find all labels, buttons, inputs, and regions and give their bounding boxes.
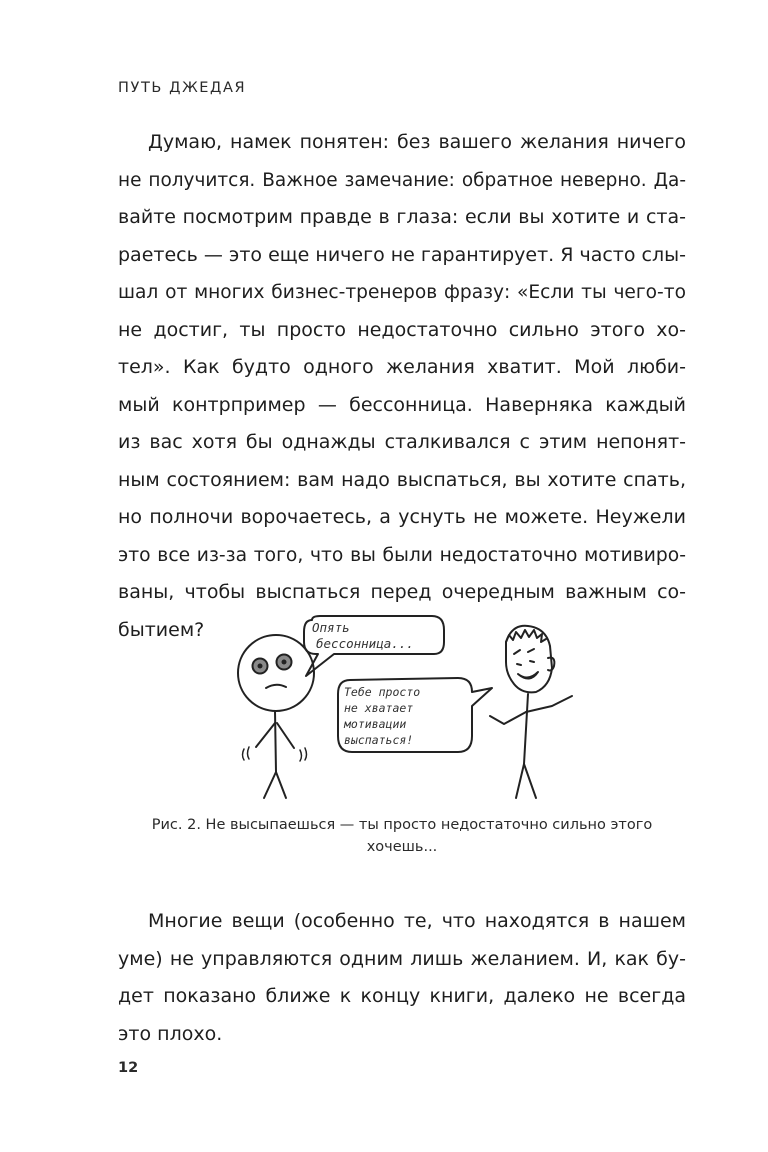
text-line: не получится. Важное замечание: обратное неверно. Да- bbox=[118, 169, 686, 191]
text-line: уме) не управляются одним лишь желанием. И, как бу- bbox=[118, 947, 686, 970]
figure-caption bbox=[118, 814, 686, 858]
bubble-right-line: выспаться! bbox=[344, 733, 414, 747]
text-line: ным состоянием: вам надо выспаться, вы хотите спать, bbox=[118, 468, 686, 491]
bubble-left-line: бессонница... bbox=[316, 636, 414, 651]
text-line: Думаю, намек понятен: без вашего желания ничего bbox=[148, 131, 686, 153]
bubble-right-line: не хватает bbox=[344, 701, 414, 715]
text-line: дет показано ближе к концу книги, далеко не всегда bbox=[118, 985, 686, 1007]
caption-line: Рис. 2. Не высыпаешься — ты просто недостаточно сильно этого bbox=[151, 817, 653, 833]
text-line: это плохо. bbox=[118, 1022, 223, 1045]
smiling-stick-figure bbox=[490, 626, 572, 798]
text-line: но полночи ворочаетесь, а уснуть не можете. Неужели bbox=[118, 506, 686, 528]
bubble-right-line: Тебе просто bbox=[344, 685, 421, 699]
tired-stick-figure bbox=[238, 635, 314, 798]
bubble-left-line: Опять bbox=[312, 620, 350, 635]
stick-figure-illustration bbox=[220, 602, 590, 802]
text-line: тел». Как будто одного желания хватит. Мой люби- bbox=[118, 356, 686, 378]
body-paragraph-2 bbox=[118, 903, 686, 1053]
text-line: не достиг, ты просто недостаточно сильно этого хо- bbox=[118, 318, 686, 341]
page-number: 12 bbox=[118, 1060, 139, 1076]
text-line: бытием? bbox=[118, 618, 205, 641]
text-line: вайте посмотрим правде в глаза: если вы хотите и ста- bbox=[118, 206, 686, 228]
text-line: раетесь — это еще ничего не гарантирует. Я часто слы- bbox=[118, 243, 686, 266]
text-line: это все из-за того, что вы были недостаточно мотивиро- bbox=[118, 544, 686, 566]
body-paragraph-1 bbox=[118, 124, 686, 649]
text-line: Многие вещи (особенно те, что находятся в нашем bbox=[148, 910, 686, 932]
text-line: ваны, чтобы выспаться перед очередным важным со- bbox=[118, 581, 686, 603]
caption-line: хочешь... bbox=[366, 839, 438, 855]
text-line: из вас хотя бы однажды сталкивался с этим непонят- bbox=[118, 431, 686, 453]
bubble-right-line: мотивации bbox=[344, 717, 407, 731]
text-line: шал от многих бизнес-тренеров фразу: «Если ты чего-то bbox=[118, 282, 686, 303]
text-line: мый контрпример — бессонница. Наверняка каждый bbox=[118, 393, 686, 416]
running-head: ПУТЬ ДЖЕДАЯ bbox=[118, 80, 247, 96]
